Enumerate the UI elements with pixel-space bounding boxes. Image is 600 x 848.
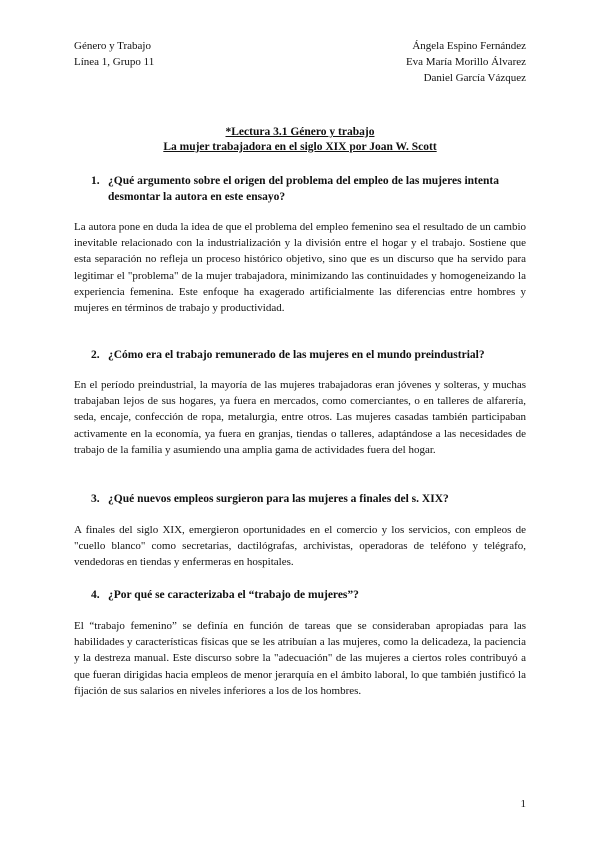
- question-text: ¿Qué argumento sobre el origen del problema del empleo de las mujeres intenta desmontar la autora en este ensayo?: [108, 175, 499, 203]
- question-text: ¿Qué nuevos empleos surgieron para las mujeres a finales del s. XIX?: [108, 493, 449, 505]
- page-number: 1: [520, 798, 526, 810]
- group-line: Línea 1, Grupo 11: [74, 56, 155, 68]
- answer-4: El “trabajo femenino” se definía en función de tareas que se consideraban apropiadas para las habilidades y características físicas que se les atribuían a las mujeres, como la delicadeza, la paciencia y la destreza manual. Este discurso sobre la "adecuación" de las mujeres a ciertos roles contribuyó a que fueran dirigidas hacia empleos de menor jerarquía en el ámbito laboral, lo que también justificó la fijación de sus salarios en niveles inferiores a los de los hombres.: [74, 620, 526, 697]
- question-number: 1.: [91, 175, 100, 187]
- author-2: Eva María Morillo Álvarez: [405, 56, 526, 68]
- question-1: [74, 173, 526, 205]
- answer-2: En el período preindustrial, la mayoría de las mujeres trabajadoras eran jóvenes y solteras, y muchas trabajaban lejos de sus hogares, ya fuera en mercados, como comerciantes, o en talleres de alfarería, seda, encaje, confección de ropa, metalurgia, entre otros. Las mujeres casadas también participaban activamente en la economía, ya fuera en granjas, tiendas o talleres, adaptándose a las necesidades de trabajo de la familia y asumiendo una amplia gama de actividades fuera del hogar.: [74, 379, 526, 456]
- title-line-2: La mujer trabajadora en el siglo XIX por Joan W. Scott: [163, 141, 437, 153]
- question-number: 2.: [91, 349, 100, 361]
- header-left: [74, 38, 154, 70]
- header-authors: [406, 38, 526, 86]
- answer-3: A finales del siglo XIX, emergieron oportunidades en el comercio y los servicios, con empleos de "cuello blanco" como secretarias, dactilógrafas, archivistas, operadoras de teléfono y telégrafo, vendedoras en tiendas y enfermeras en hospitales.: [74, 524, 526, 569]
- question-number: 3.: [91, 493, 100, 505]
- question-number: 4.: [91, 589, 100, 601]
- answer-1: La autora pone en duda la idea de que el problema del empleo femenino sea el resultado de un cambio inevitable relacionado con la industrialización y la división entre el hogar y el trabajo. Sostiene que esta separación no refleja un proceso histórico objetivo, sino que es un discurso que ha servido para legitimar el "problema" de la mujer trabajadora, minimizando las continuidades y homogeneizando la experiencia femenina. Este enfoque ha exagerado artificialmente las diferencias entre hombres y mujeres en términos de trabajo y productividad.: [74, 221, 526, 315]
- question-text: ¿Por qué se caracterizaba el “trabajo de mujeres”?: [108, 589, 359, 601]
- course-name: Género y Trabajo: [74, 40, 151, 52]
- author-3: Daniel García Vázquez: [423, 72, 526, 84]
- author-1: Ángela Espino Fernández: [412, 40, 526, 52]
- question-2: [74, 347, 526, 363]
- document-title: [74, 125, 526, 155]
- question-3: [74, 491, 526, 507]
- title-line-1: *Lectura 3.1 Género y trabajo: [225, 126, 375, 138]
- question-text: ¿Cómo era el trabajo remunerado de las mujeres en el mundo preindustrial?: [108, 349, 485, 361]
- question-4: [74, 587, 526, 603]
